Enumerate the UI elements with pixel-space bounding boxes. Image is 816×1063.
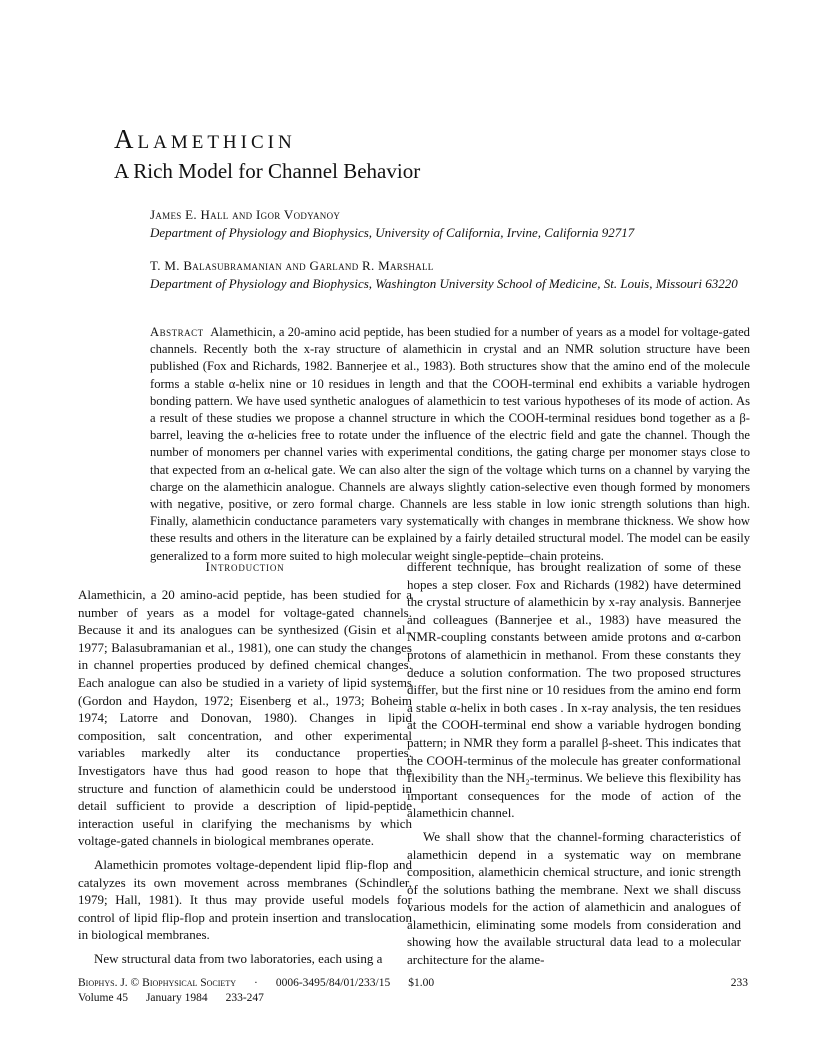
abstract-text: Alamethicin, a 20-amino acid peptide, has been studied for a number of years as a model for voltage-gated channels. Recently both the x-ray structure of alamethicin in crystal and an NMR solution structure have been published (Fox and Richards, 1982. Bannerjee et al., 1983). Both structures show that the amino end of the molecule forms a stable α-helix nine or 10 residues in length and that the COOH-terminal end exhibits a variable hydrogen bonding pattern. We have used synthetic analogues of alamethicin to test various hypotheses of its mode of action. As a result of these studies we propose a channel structure in which the COOH-terminal residues bond together as a β-barrel, leaving the α-helicies free to rotate under the influence of the electric field and gate the channel. Though the number of monomers per channel varies with experimental conditions, the gating charge per monomer stays close to that expected from an α-helical gate. We can also alter the sign of the voltage which turns on a channel by varying the charge on the alamethicin analogue. Channels are always slightly cation-selective even though formed by monomers with negative, positive, or zero formal charge. Channels are less stable in low ionic strength solutions than high. Finally, alamethicin conductance parameters vary systematically with changes in membrane thickness. We show how these results and others in the literature can be explained by a fairly detailed structural model. The model can be easily generalized to a form more suited to high molecular weight single-peptide–chain proteins. [150,325,750,563]
author-group [150,206,750,241]
abstract [150,324,750,565]
author-affiliation: Department of Physiology and Biophysics, Washington University School of Medicine, St. Louis, Missouri 63220 [150,276,738,291]
section-heading: Introduction [205,559,285,574]
right-column [407,558,741,975]
volume: Volume 45 [78,992,128,1004]
article-title: Alamethicin [114,124,296,154]
paragraph: Alamethicin, a 20 amino-acid peptide, has been studied for a number of years as a model for voltage-gated channels. Because it and its analogues can be synthesized (Gisin et al., 1977; Balasubramanian et al., 1981), one can study the changes in channel properties produced by defined chemical changes. Each analogue can also be studied in a variety of lipid systems (Gordon and Haydon, 1972; Eisenberg et al., 1973; Boheim 1974; Latorre and Donovan, 1980). Changes in lipid composition, salt concentration, and other experimental variables markedly alter its conductance properties. Investigators have thus had good reason to hope that the structure and function of alamethicin could be understood in detail sufficient to provide a description of lipid-peptide interaction useful in clarifying the mechanisms by which voltage-gated channels in biological membranes operate. [78,587,412,849]
issue-date: January 1984 [145,992,208,1004]
author-names: James E. Hall and Igor Vodyanoy [150,207,341,222]
paragraph: different technique, has brought realization of some of these hopes a step closer. Fox and Richards (1982) have determined the crystal structure of alamethicin by x-ray analysis. Bannerjee and colleagues (Bannerjee et al., 1983) have measured the NMR-coupling constants between amide protons and α-carbon protons of alamethicin in methanol. From these constants they deduce a solution conformation. The two proposed structures differ, but the first nine or 10 residues from the amino end form a stable α-helix in both cases . In x-ray analysis, the ten residues at the COOH-terminal end show a variable hydrogen bonding pattern; in NMR they form a parallel β-sheet. This indicates that the COOH-terminus of the molecule has greater conformational flexibility than the NH₂-terminus. We believe this flexibility has important consequences for the mode of action of the alamethicin channel. [407,559,741,821]
author-affiliation: Department of Physiology and Biophysics, University of California, Irvine, California 92717 [150,225,635,240]
journal-citation: Biophys. J. © Biophysical Society [78,977,236,989]
price: $1.00 [408,977,435,989]
footer-bullet: · [253,977,258,989]
page-footer [78,976,748,1006]
paragraph: Alamethicin promotes voltage-dependent lipid flip-flop and catalyzes its own movement across membranes (Schindler, 1979; Hall, 1981). It thus may provide useful models for control of lipid flip-flop and protein insertion and translocation in biological membranes. [78,856,412,943]
abstract-label: Abstract [150,325,204,339]
author-names: T. M. Balasubramanian and Garland R. Marshall [150,258,434,273]
page-number: 233 [730,977,748,989]
paragraph: We shall show that the channel-forming characteristics of alamethicin depend in a systematic way on membrane composition, alamethicin chemical structure, and ionic strength of the solutions bathing the membrane. Next we shall discuss various models for the action of alamethicin and analogues of alamethicin, eliminating some models from consideration and showing how the available structural data lead to a molecular architecture for the alame- [407,828,741,968]
page-range: 233-247 [225,992,264,1004]
left-column [78,586,412,973]
author-group [150,257,750,292]
issn: 0006-3495/84/01/233/15 [275,977,391,989]
article-subtitle: A Rich Model for Channel Behavior [114,159,421,183]
paragraph: New structural data from two laboratories, each using a [94,950,383,966]
